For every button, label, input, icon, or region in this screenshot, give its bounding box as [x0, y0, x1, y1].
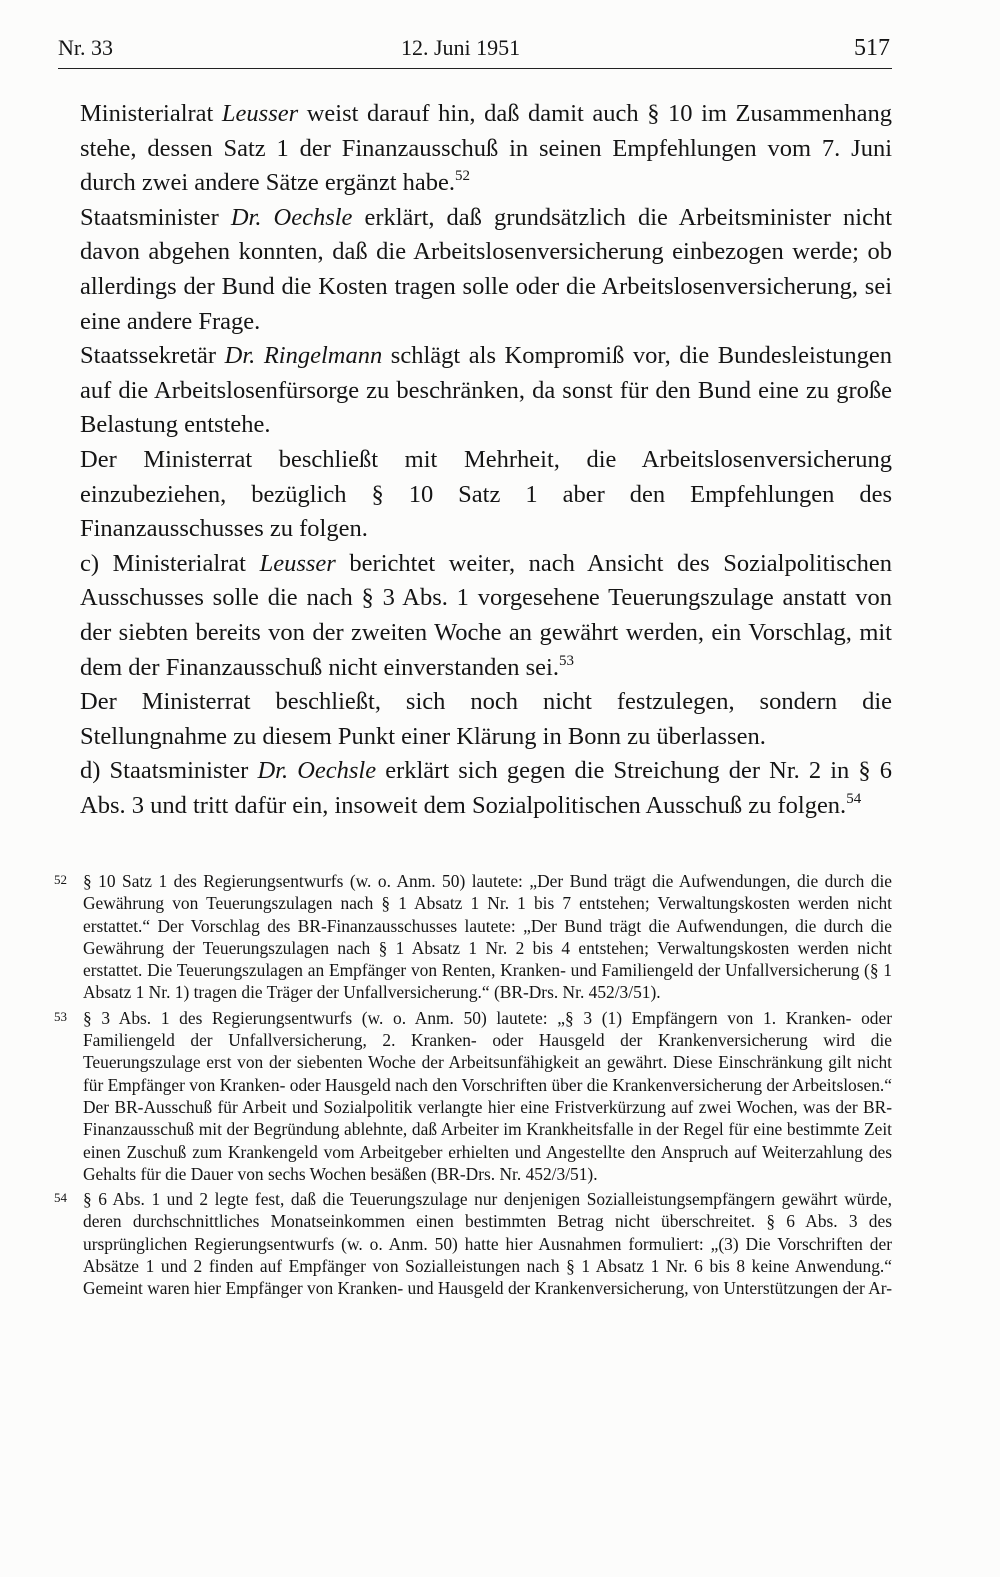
- running-header: [58, 34, 892, 69]
- person-name: Leusser: [221, 100, 299, 127]
- footnote-52: [54, 870, 892, 1004]
- document-number: Nr. 33: [58, 35, 113, 60]
- paragraph-text: d) Staatsminister: [80, 757, 258, 785]
- paragraph-text: berichtet weiter, nach Ansicht des Sozialpolitischen Ausschusses solle die nach § 3 Abs. 1 vorgesehene Teuerungszulage anstatt von der siebten bereits von der zweiten Woche an gewährt werden, ein Vorschlag, mit dem der Finanzausschuß nicht einverstanden sei.: [80, 549, 892, 681]
- paragraph-text: erklärt sich gegen die Streichung der Nr. 2 in § 6 Abs. 3 und tritt dafür ein, insoweit dem Sozialpolitischen Ausschuß zu folgen.: [80, 757, 892, 819]
- footnote-reference: 53: [558, 652, 574, 669]
- paragraph-p7: [80, 754, 892, 823]
- footnotes: [54, 870, 892, 1303]
- paragraph-text: erklärt, daß grundsätzlich die Arbeitsminister nicht davon abgehen konnten, daß die Arbeitslosenversicherung einbezogen werde; ob allerdings der Bund die Kosten tragen solle oder die Arbeitslosenversicherung, sei eine andere Frage.: [80, 203, 893, 335]
- footnote-reference: 52: [455, 168, 471, 185]
- page-number: 517: [854, 35, 890, 61]
- footnote-54: [54, 1188, 892, 1299]
- footnote-number: 52: [54, 872, 67, 887]
- paragraph-text: schlägt als Kompromiß vor, die Bundesleistungen auf die Arbeitslosenfürsorge zu beschränken, da sonst für den Bund eine zu große Belastung entstehe.: [80, 342, 892, 439]
- footnote-text: § 10 Satz 1 des Regierungsentwurfs (w. o. Anm. 50) lautete: „Der Bund trägt die Aufwendungen, die durch die Gewährung von Teuerungszulagen nach § 1 Absatz 1 Nr. 1 bis 7 entstehen; Verwaltungskosten werden nicht erstattet.“ Der Vorschlag des BR-Finanzausschusses lautete: „Der Bund trägt die Aufwendungen, die durch die Gewährung der Teuerungszulagen nach § 1 Absatz 1 Nr. 2 bis 4 entstehen; Verwaltungskosten werden nicht erstattet. Die Teuerungszulagen an Empfänger von Renten, Kranken- und Familiengeld der Unfallversicherung (§ 1 Absatz 1 Nr. 1) tragen die Träger der Unfallversicherung.“ (BR-Drs. Nr. 452/3/51).: [83, 871, 892, 1003]
- paragraph-p1: [80, 97, 892, 201]
- paragraph-text: Ministerialrat: [80, 100, 222, 127]
- footnote-reference: 54: [846, 790, 862, 807]
- paragraph-text: Der Ministerrat beschließt, sich noch nicht festzulegen, sondern die Stellungnahme zu diesem Punkt einer Klärung in Bonn zu überlassen.: [80, 688, 892, 750]
- paragraph-text: c) Ministerialrat: [80, 549, 260, 577]
- paragraph-text: Der Ministerrat beschließt mit Mehrheit, die Arbeitslosenversicherung einzubeziehen, bezüglich § 10 Satz 1 aber den Empfehlungen des Finanzausschusses zu folgen.: [80, 445, 892, 543]
- paragraph-p6: [80, 685, 892, 754]
- paragraph-p4: [80, 443, 892, 547]
- document-date: 12. Juni 1951: [401, 35, 521, 60]
- person-name: Dr. Oechsle: [230, 203, 353, 231]
- main-text: [80, 97, 892, 823]
- person-name: Dr. Oechsle: [257, 757, 377, 785]
- paragraph-text: weist darauf hin, daß damit auch § 10 im Zusammenhang stehe, dessen Satz 1 der Finanzausschuß in seinen Empfehlungen vom 7. Juni durch zwei andere Sätze ergänzt habe.: [80, 100, 892, 197]
- footnote-number: 53: [54, 1008, 67, 1024]
- person-name: Dr. Ringelmann: [224, 342, 383, 370]
- footnote-text: § 6 Abs. 1 und 2 legte fest, daß die Teuerungszulage nur denjenigen Sozialleistungsempfängern gewährt würde, deren durchschnittliches Monatseinkommen einen bestimmten Betrag nicht überschreitet. § 6 Abs. 3 des ursprünglichen Regierungsentwurfs (w. o. Anm. 50) hatte hier Ausnahmen formuliert: „(3) Die Vorschriften der Absätze 1 und 2 finden auf Empfänger von Sozialleistungen nach § 1 Absatz 1 Nr. 6 bis 8 keine Anwendung.“ Gemeint waren hier Empfänger von Kranken- und Hausgeld der Krankenversicherung, von Unterstützungen der Ar-: [83, 1189, 893, 1299]
- paragraph-p3: [80, 339, 892, 443]
- paragraph-p5: [80, 547, 892, 685]
- footnote-text: § 3 Abs. 1 des Regierungsentwurfs (w. o. Anm. 50) lautete: „§ 3 (1) Empfängern von 1. Kranken- oder Familiengeld der Unfallversicherung, 2. Kranken- oder Hausgeld der Krankenversicherung wird die Teuerungszulage erst von der siebenten Woche der Arbeitsunfähigkeit an gewährt. Diese Einschränkung gilt nicht für Empfänger von Kranken- oder Hausgeld nach den Vorschriften über die Krankenversicherung der Arbeitslosen.“ Der BR-Ausschuß für Arbeit und Sozialpolitik verlangte hier eine Fristverkürzung auf zwei Wochen, was der BR-Finanzausschuß mit der Begründung ablehnte, daß Arbeiter im Krankheitsfalle in der Regel für eine bestimmte Zeit einen Zuschuß zum Krankengeld vom Arbeitgeber erhielten und Angestellte den Anspruch auf Weiterzahlung des Gehalts für die Dauer von sechs Wochen besäßen (BR-Drs. Nr. 452/3/51).: [83, 1007, 892, 1184]
- person-name: Leusser: [259, 549, 336, 577]
- paragraph-p2: [80, 201, 892, 339]
- footnote-53: [54, 1007, 892, 1185]
- paragraph-text: Staatssekretär: [80, 342, 225, 370]
- paragraph-text: Staatsminister: [80, 203, 231, 231]
- footnote-number: 54: [54, 1190, 67, 1206]
